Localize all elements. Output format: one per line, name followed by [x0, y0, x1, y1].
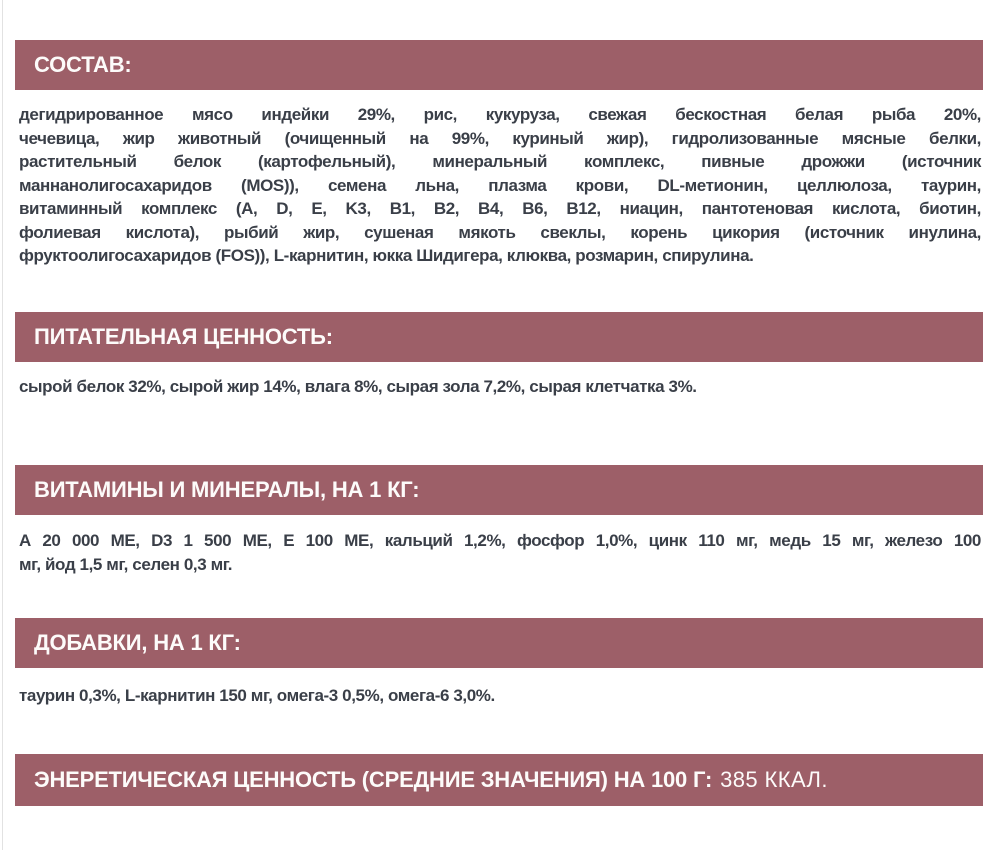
product-info-sheet — [15, 0, 985, 806]
composition-line: дегидрированное мясо индейки 29%, рис, кукуруза, свежая бескостная белая рыба 20%, — [19, 105, 981, 124]
composition-line: фолиевая кислота), рыбий жир, сушеная мякоть свеклы, корень цикория (источник инулина, — [19, 222, 981, 242]
composition-title: СОСТАВ: — [34, 52, 132, 77]
page-edge-line — [2, 0, 3, 850]
additives-section-header — [15, 618, 983, 668]
vitamins-line: А 20 000 МЕ, D3 1 500 МЕ, Е 100 МЕ, кальций 1,2%, фосфор 1,0%, цинк 110 мг, медь 15 мг, железо 100 — [19, 531, 981, 550]
composition-line: чечевица, жир животный (очищенный на 99%, куриный жир), гидролизованные мясные белки, — [19, 128, 981, 148]
energy-title: ЭНЕРЕТИЧЕСКАЯ ЦЕННОСТЬ (СРЕДНИЕ ЗНАЧЕНИЯ) НА 100 Г: — [34, 766, 713, 792]
vitamins-line: мг, йод 1,5 мг, селен 0,3 мг. — [19, 554, 233, 574]
nutrition-line: сырой белок 32%, сырой жир 14%, влага 8%, сырая зола 7,2%, сырая клетчатка 3%. — [19, 376, 697, 396]
nutrition-text — [15, 375, 981, 399]
nutrition-section-header — [15, 312, 983, 362]
additives-text — [15, 684, 981, 708]
vitamins-section-header — [15, 465, 983, 515]
composition-line: витаминный комплекс (A, D, E, K3, B1, B2, B4, B6, B12, ниацин, пантотеновая кислота, биотин, — [19, 199, 981, 218]
energy-section-header — [15, 754, 983, 806]
additives-line: таурин 0,3%, L-карнитин 150 мг, омега-3 0,5%, омега-6 3,0%. — [19, 686, 495, 705]
additives-title: ДОБАВКИ, НА 1 КГ: — [34, 630, 241, 655]
composition-line: растительный белок (картофельный), минеральный комплекс, пивные дрожжи (источник — [19, 152, 981, 171]
energy-value: 385 ККАЛ. — [720, 766, 828, 792]
nutrition-title: ПИТАТЕЛЬНАЯ ЦЕННОСТЬ: — [34, 323, 333, 349]
composition-text — [15, 103, 981, 268]
vitamins-text — [15, 529, 981, 576]
composition-section-header — [15, 40, 983, 90]
composition-line: фруктоолигосахаридов (FOS)), L-карнитин, юкка Шидигера, клюква, розмарин, спирулина. — [19, 246, 754, 265]
composition-line: маннанолигосахаридов (MOS)), семена льна, плазма крови, DL-метионин, целлюлоза, таурин, — [19, 175, 981, 195]
vitamins-title: ВИТАМИНЫ И МИНЕРАЛЫ, НА 1 КГ: — [34, 477, 420, 502]
